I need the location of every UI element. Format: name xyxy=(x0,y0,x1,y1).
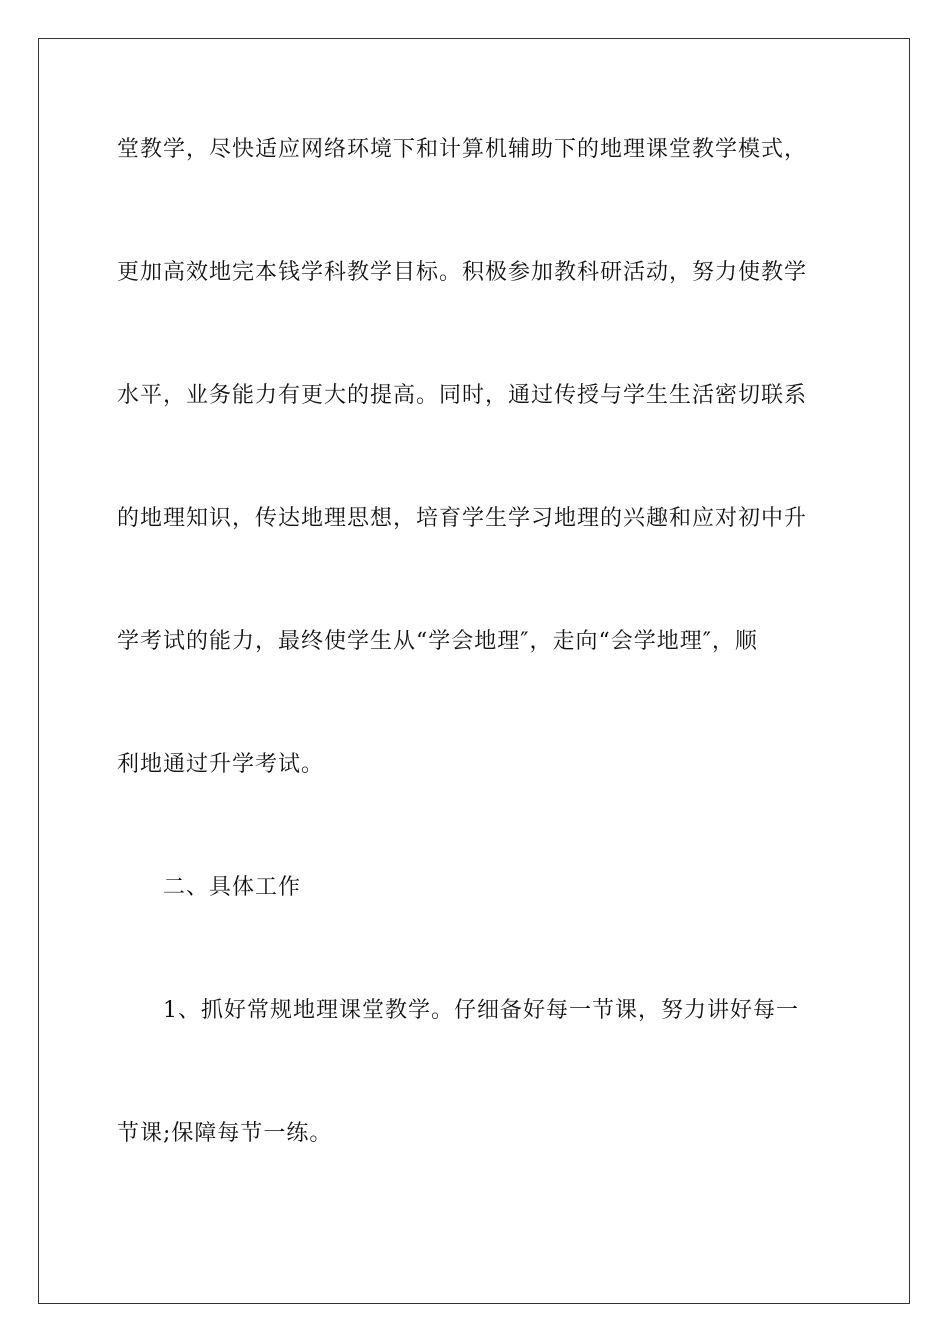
list-item-1-line-1: 1、抓好常规地理课堂教学。仔细备好每一节课，努力讲好每一 xyxy=(163,998,799,1023)
section-heading: 二、具体工作 xyxy=(163,875,302,900)
paragraph-line-5: 学考试的能力，最终使学生从“学会地理″，走向“会学地理″，顺 xyxy=(117,629,758,654)
paragraph-line-2: 更加高效地完本钱学科教学目标。积极参加教科研活动，努力使教学 xyxy=(117,260,808,285)
list-item-1-line-2: 节课;保障每节一练。 xyxy=(117,1121,333,1146)
page-border xyxy=(38,38,910,1304)
paragraph-line-4: 的地理知识，传达地理思想，培育学生学习地理的兴趣和应对初中升 xyxy=(117,506,808,531)
paragraph-line-6: 利地通过升学考试。 xyxy=(117,752,325,777)
paragraph-line-1: 堂教学，尽快适应网络环境下和计算机辅助下的地理课堂教学模式， xyxy=(117,137,808,162)
paragraph-line-3: 水平，业务能力有更大的提高。同时，通过传授与学生生活密切联系 xyxy=(117,383,808,408)
